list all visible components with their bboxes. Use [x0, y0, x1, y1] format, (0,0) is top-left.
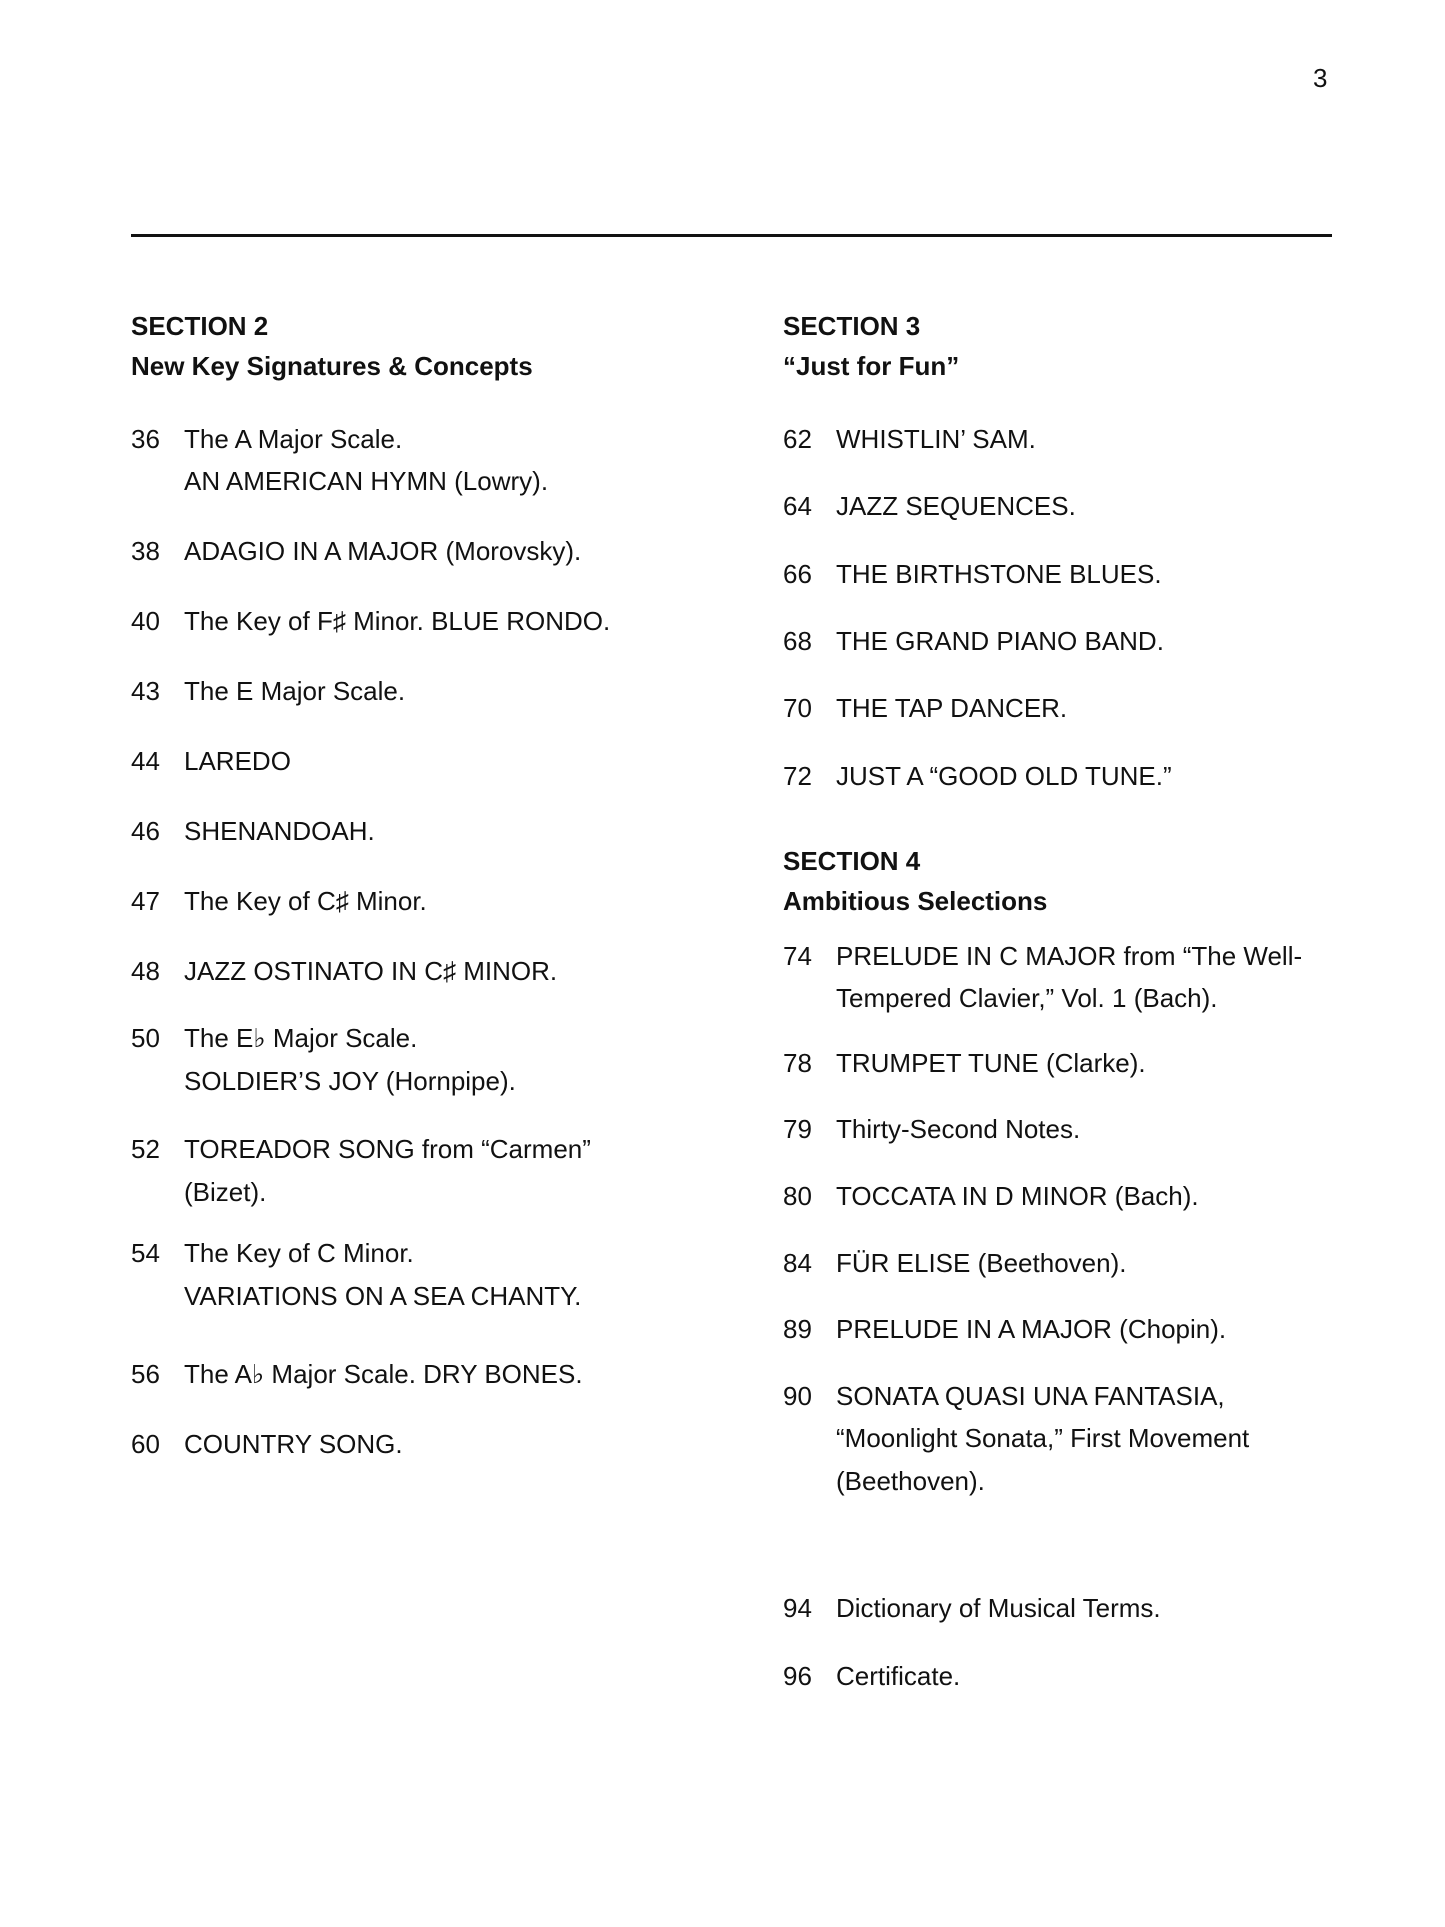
entry-title: COUNTRY SONG. [184, 1429, 403, 1459]
section-title [131, 351, 533, 381]
entry-title-cont: “Moonlight Sonata,” First Movement [836, 1423, 1250, 1453]
entry-page: 79 [783, 1114, 812, 1144]
entry-page: 43 [131, 676, 160, 706]
section-3-label: SECTION 3 [783, 311, 921, 341]
entry-page: 46 [131, 816, 160, 846]
entry-title: SONATA QUASI UNA FANTASIA, [836, 1381, 1225, 1411]
entry-title: PRELUDE IN C MAJOR from “The Well- [836, 941, 1303, 971]
left-column [131, 0, 731, 1927]
entry-title: Thirty-Second Notes. [836, 1114, 1081, 1144]
entry-page: 47 [131, 886, 160, 916]
entry-page: 72 [783, 761, 812, 791]
entry-title: TOCCATA IN D MINOR (Bach). [836, 1181, 1199, 1211]
entry-title: Dictionary of Musical Terms. [836, 1593, 1161, 1623]
entry-page: 36 [131, 424, 160, 454]
right-column [783, 0, 1383, 1927]
entry-title: THE GRAND PIANO BAND. [836, 626, 1164, 656]
entry-title-cont: AN AMERICAN HYMN (Lowry). [184, 466, 549, 496]
entry-title: JAZZ SEQUENCES. [836, 491, 1076, 521]
entry-title-cont: (Beethoven). [836, 1466, 985, 1496]
entry-page: 96 [783, 1661, 812, 1691]
entry-title-cont: (Bizet). [184, 1177, 267, 1207]
entry-title: The A Major Scale. [184, 424, 403, 454]
entry-title: SHENANDOAH. [184, 816, 375, 846]
page-number: 3 [1313, 63, 1328, 93]
entry-title: The E♭ Major Scale. [184, 1023, 418, 1053]
section-4-label: SECTION 4 [783, 846, 921, 876]
section-label [131, 311, 268, 341]
entry-page: 66 [783, 559, 812, 589]
entry-page: 78 [783, 1048, 812, 1078]
entry-title-cont: Tempered Clavier,” Vol. 1 (Bach). [836, 983, 1218, 1013]
entry-title: The Key of C♯ Minor. [184, 886, 427, 916]
entry-title: THE BIRTHSTONE BLUES. [836, 559, 1162, 589]
entry-page: 48 [131, 956, 160, 986]
entry-page: 60 [131, 1429, 160, 1459]
section-3-title: “Just for Fun” [783, 351, 960, 381]
entry-page: 68 [783, 626, 812, 656]
entry-title: The Key of F♯ Minor. BLUE RONDO. [184, 606, 611, 636]
entry-page: 70 [783, 693, 812, 723]
entry-page: 56 [131, 1359, 160, 1389]
entry-title: JUST A “GOOD OLD TUNE.” [836, 761, 1172, 791]
section-2-title: New Key Signatures & Concepts [131, 351, 533, 381]
entry-title-cont: SOLDIER’S JOY (Hornpipe). [184, 1066, 516, 1096]
entry-title: LAREDO [184, 746, 291, 776]
entry-title: WHISTLIN’ SAM. [836, 424, 1036, 454]
entry-page: 40 [131, 606, 160, 636]
section-2-label: SECTION 2 [131, 311, 269, 341]
entry-page: 62 [783, 424, 812, 454]
entry-title: The E Major Scale. [184, 676, 406, 706]
entry-title: The A♭ Major Scale. DRY BONES. [184, 1359, 583, 1389]
entry-title: JAZZ OSTINATO IN C♯ MINOR. [184, 956, 558, 986]
entry-page: 52 [131, 1134, 160, 1164]
entry-page: 44 [131, 746, 160, 776]
entry-title: ADAGIO IN A MAJOR (Morovsky). [184, 536, 582, 566]
entry-page: 94 [783, 1593, 812, 1623]
entry-title: PRELUDE IN A MAJOR (Chopin). [836, 1314, 1227, 1344]
entry-title: TRUMPET TUNE (Clarke). [836, 1048, 1146, 1078]
entry-title: THE TAP DANCER. [836, 693, 1068, 723]
entry-page: 50 [131, 1023, 160, 1053]
entry-page: 74 [783, 941, 812, 971]
entry-page: 80 [783, 1181, 812, 1211]
entry-page: 64 [783, 491, 812, 521]
entry-title: FÜR ELISE (Beethoven). [836, 1248, 1127, 1278]
entry-page: 89 [783, 1314, 812, 1344]
entry-page: 90 [783, 1381, 812, 1411]
entry-title: TOREADOR SONG from “Carmen” [184, 1134, 591, 1164]
entry-title: Certificate. [836, 1661, 961, 1691]
entry-title-cont: VARIATIONS ON A SEA CHANTY. [184, 1281, 582, 1311]
section-4-title: Ambitious Selections [783, 886, 1048, 916]
entry-page: 38 [131, 536, 160, 566]
entry-page: 54 [131, 1238, 160, 1268]
entry-page: 84 [783, 1248, 812, 1278]
entry-title: The Key of C Minor. [184, 1238, 414, 1268]
